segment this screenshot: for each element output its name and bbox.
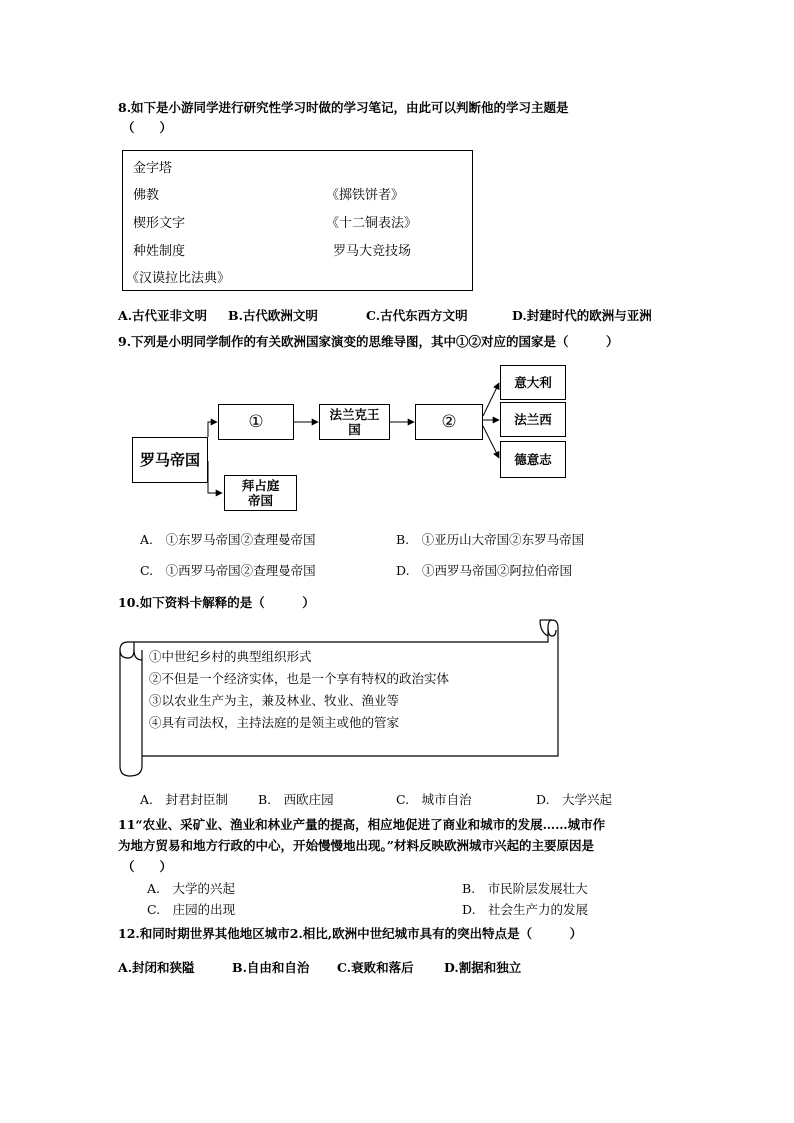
q12-option-a[interactable]: A.封闭和狭隘 (118, 960, 195, 975)
q12-option-c[interactable]: C.衰败和落后 (337, 960, 414, 975)
note-hammurabi: 《汉谟拉比法典》 (126, 271, 231, 286)
q9-option-c[interactable]: C. ①西罗马帝国②查理曼帝国 (140, 563, 316, 578)
q11-option-d[interactable]: D. 社会生产力的发展 (462, 902, 589, 917)
q12-option-d[interactable]: D.割据和独立 (444, 960, 522, 975)
q10-option-b[interactable]: B. 西欧庄园 (258, 792, 334, 807)
q11-answer-paren: （ ） (122, 859, 173, 874)
q12-stem: 12.和同时期世界其他地区城市2.相比,欧洲中世纪城市具有的突出特点是（ ） (118, 926, 583, 941)
card-line-1: ①中世纪乡村的典型组织形式 (149, 649, 312, 664)
node-frankish-kingdom: 法兰克王国 (319, 404, 390, 440)
node-germany: 德意志 (500, 441, 566, 478)
note-discobolus: 《掷铁饼者》 (326, 188, 405, 203)
node-france: 法兰西 (500, 402, 566, 437)
q11-option-c[interactable]: C. 庄园的出现 (147, 902, 236, 917)
q8-option-c[interactable]: C.古代东西方文明 (366, 308, 468, 323)
q8-option-d[interactable]: D.封建时代的欧洲与亚洲 (512, 308, 652, 323)
q8-option-a[interactable]: A.古代亚非文明 (118, 308, 208, 323)
node-byzantine-empire: 拜占庭帝国 (224, 475, 297, 511)
note-buddhism: 佛教 (133, 188, 160, 203)
note-cuneiform: 楔形文字 (133, 216, 186, 231)
note-pyramid: 金字塔 (133, 161, 173, 176)
q12-option-b[interactable]: B.自由和自治 (232, 960, 310, 975)
q11-option-b[interactable]: B. 市民阶层发展壮大 (462, 881, 588, 896)
note-twelve-tables: 《十二铜表法》 (326, 216, 418, 231)
q10-option-d[interactable]: D. 大学兴起 (536, 792, 613, 807)
card-line-2: ②不但是一个经济实体，也是一个享有特权的政治实体 (149, 671, 450, 686)
node-circle-1: ① (218, 404, 294, 440)
q9-option-b[interactable]: B. ①亚历山大帝国②东罗马帝国 (396, 532, 585, 547)
q11-option-a[interactable]: A. 大学的兴起 (147, 881, 236, 896)
card-line-3: ③以农业生产为主，兼及林业、牧业、渔业等 (149, 693, 400, 708)
q8-option-b[interactable]: B.古代欧洲文明 (228, 308, 318, 323)
q9-stem: 9.下列是小明同学制作的有关欧洲国家演变的思维导图，其中①②对应的国家是（ ） (118, 334, 619, 349)
node-italy: 意大利 (500, 365, 566, 400)
q10-stem: 10.如下资料卡解释的是（ ） (118, 595, 315, 610)
q8-answer-paren: （ ） (122, 120, 173, 135)
node-circle-2: ② (415, 404, 483, 440)
card-line-4: ④具有司法权，主持法庭的是领主或他的管家 (149, 715, 400, 730)
note-colosseum: 罗马大竞技场 (333, 244, 412, 259)
q11-stem-line1: 11“农业、采矿业、渔业和林业产量的提高，相应地促进了商业和城市的发展……城市作 (118, 817, 606, 832)
node-roman-empire: 罗马帝国 (132, 437, 208, 483)
q11-stem-line2: 为地方贸易和地方行政的中心，开始慢慢地出现。”材料反映欧洲城市兴起的主要原因是 (118, 838, 594, 853)
q10-option-a[interactable]: A. 封君封臣制 (140, 792, 229, 807)
q9-option-d[interactable]: D. ①西罗马帝国②阿拉伯帝国 (396, 563, 573, 578)
q8-stem: 8.如下是小游同学进行研究性学习时做的学习笔记，由此可以判断他的学习主题是 (118, 100, 569, 115)
q10-option-c[interactable]: C. 城市自治 (396, 792, 472, 807)
note-caste: 种姓制度 (133, 244, 186, 259)
q9-option-a[interactable]: A. ①东罗马帝国②查理曼帝国 (140, 532, 316, 547)
